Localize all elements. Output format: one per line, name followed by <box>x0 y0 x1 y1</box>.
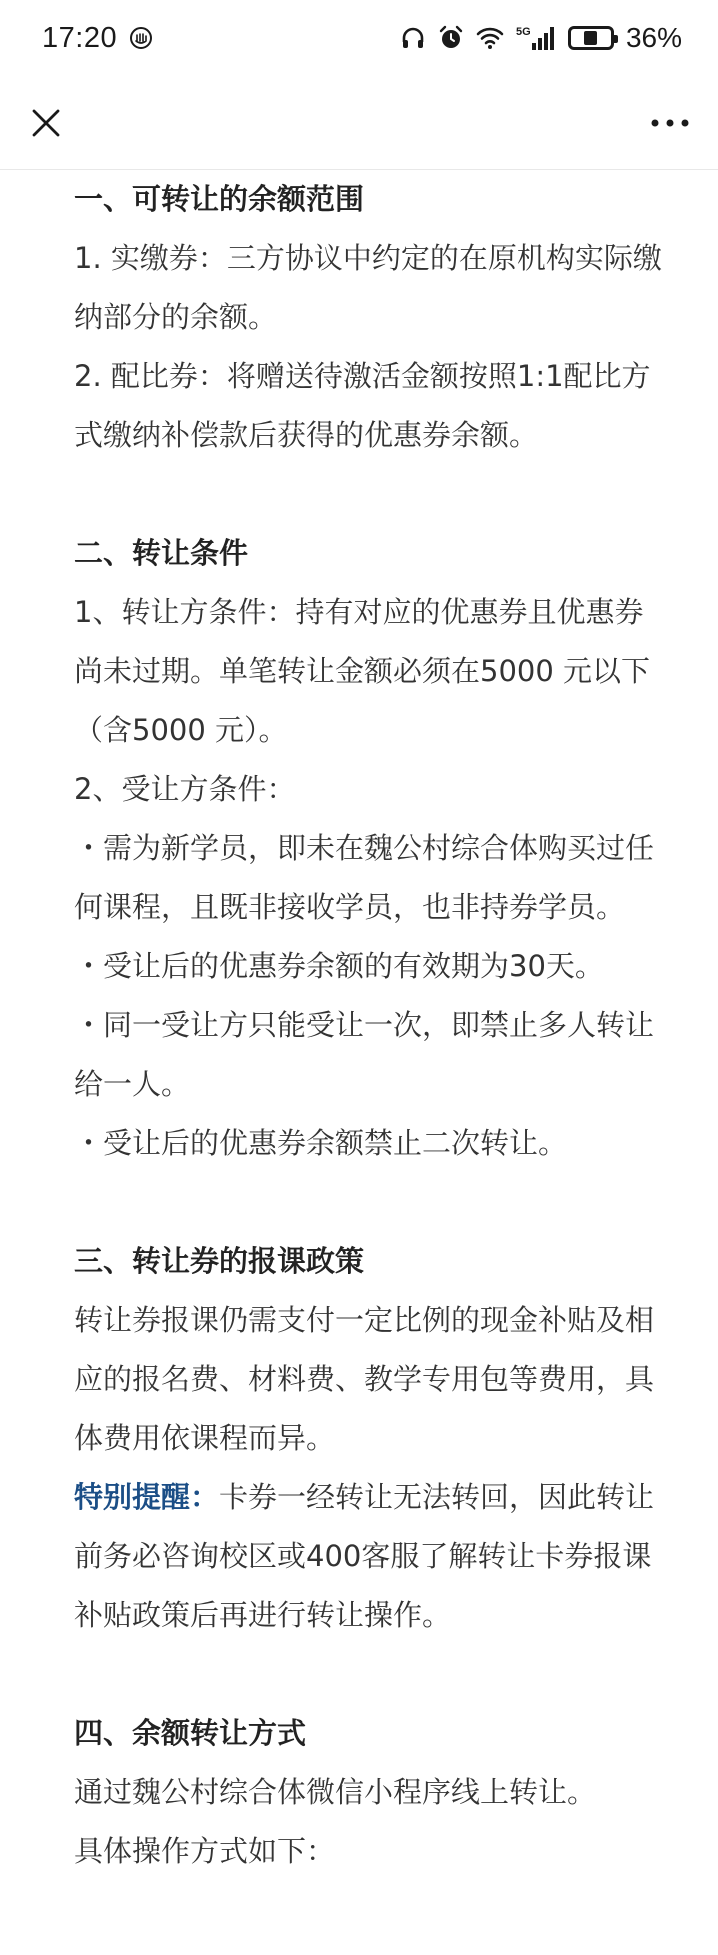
section-1-paragraph-2: 2. 配比券：将赠送待激活金额按照1:1配比方式缴纳补偿款后获得的优惠券余额。 <box>74 359 651 452</box>
alarm-icon <box>438 25 464 51</box>
nav-bar <box>0 76 718 170</box>
status-time: 17:20 <box>42 21 118 54</box>
wifi-icon <box>476 26 504 50</box>
battery-percent: 36% <box>625 22 682 53</box>
section-2-bullet-2: ・受让后的优惠券余额的有效期为30天。 <box>74 949 604 983</box>
spacer <box>74 1173 664 1232</box>
more-icon[interactable] <box>648 101 692 145</box>
battery-level <box>584 31 597 45</box>
section-1-heading: 一、可转让的余额范围 <box>74 182 365 216</box>
section-2-bullet-3: ・同一受让方只能受让一次，即禁止多人转让给一人。 <box>74 1008 655 1101</box>
special-reminder-text: 卡券一经转让无法转回，因此转让前务必咨询校区或400客服了解转让卡券报课补贴政策后再进行转让操作。 <box>74 1480 655 1632</box>
spacer <box>74 1645 664 1704</box>
status-right <box>400 22 682 54</box>
headphones-icon <box>400 25 426 51</box>
special-reminder <box>74 1468 664 1645</box>
article-content <box>74 170 664 1881</box>
section-2-paragraph-1: 1、转让方条件：持有对应的优惠券且优惠券尚未过期。单笔转让金额必须在5000 元以下（含5000 元）。 <box>74 595 651 747</box>
close-icon[interactable] <box>24 101 68 145</box>
status-bar <box>0 0 718 76</box>
section-3-paragraph-1: 转让券报课仍需支付一定比例的现金补贴及相应的报名费、材料费、教学专用包等费用，具体费用依课程而异。 <box>74 1303 655 1455</box>
status-left <box>42 22 153 55</box>
section-2-bullet-1: ・需为新学员，即未在魏公村综合体购买过任何课程，且既非接收学员，也非持券学员。 <box>74 831 655 924</box>
section-3-heading: 三、转让券的报课政策 <box>74 1244 365 1278</box>
notification-icon <box>129 26 153 50</box>
network-label: 5G <box>515 26 531 38</box>
section-2-heading: 二、转让条件 <box>74 536 249 570</box>
spacer <box>74 465 664 524</box>
signal-icon <box>516 24 556 52</box>
section-2-bullet-4: ・受让后的优惠券余额禁止二次转让。 <box>74 1126 568 1160</box>
section-4-paragraph-1: 通过魏公村综合体微信小程序线上转让。 <box>74 1775 597 1809</box>
section-4-heading: 四、余额转让方式 <box>74 1716 307 1750</box>
section-1-paragraph-1: 1. 实缴券：三方协议中约定的在原机构实际缴纳部分的余额。 <box>74 241 662 334</box>
battery-icon <box>568 26 614 50</box>
special-reminder-label: 特别提醒： <box>74 1480 220 1514</box>
section-2-paragraph-2: 2、受让方条件： <box>74 772 296 806</box>
section-4-paragraph-2: 具体操作方式如下： <box>74 1834 336 1868</box>
